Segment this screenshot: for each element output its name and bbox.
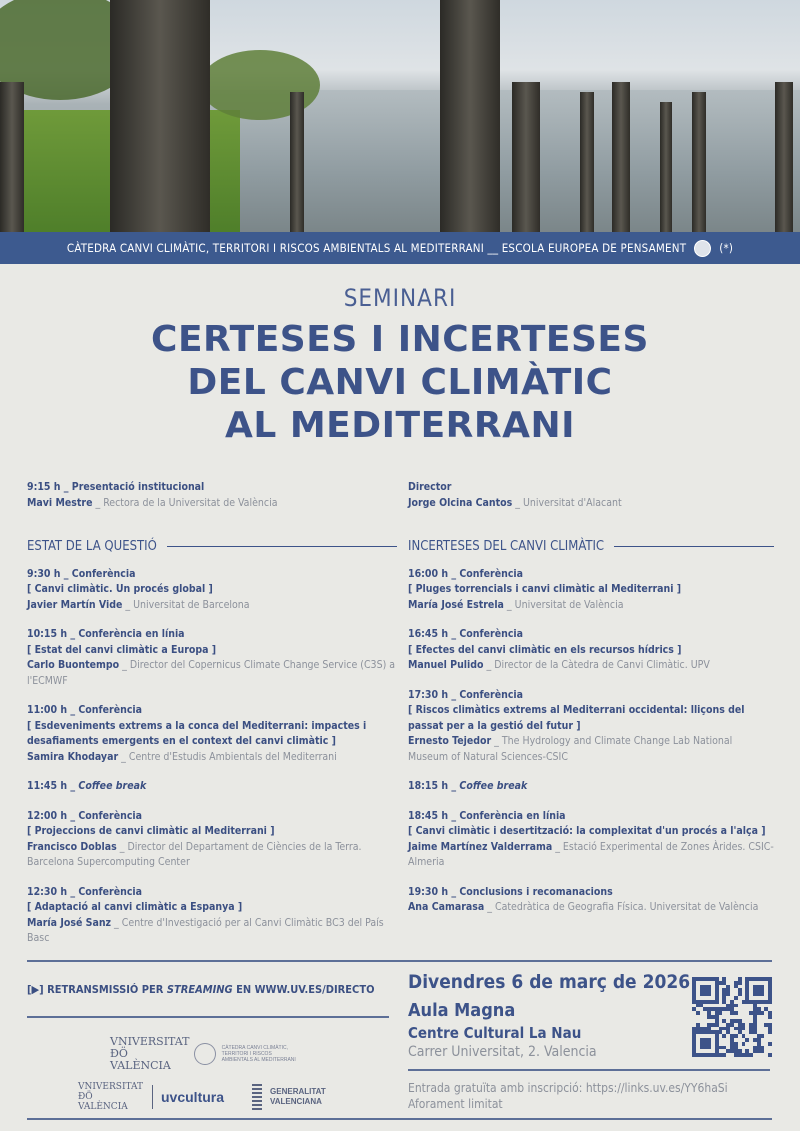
event-item: [408, 567, 774, 614]
seal-icon: [694, 240, 711, 257]
event-title: [ Estat del canvi climàtic a Europa ]: [27, 643, 217, 656]
registration-info: [408, 1080, 728, 1112]
catedra-emblem-icon: [194, 1043, 216, 1065]
play-icon: [▶]: [27, 983, 44, 996]
event-time: [408, 885, 774, 901]
event-address: Carrer Universitat, 2. Valencia: [408, 1044, 597, 1060]
divider: [614, 546, 774, 547]
event-item: [27, 885, 397, 947]
speaker-name: Javier Martín Vide: [27, 598, 123, 611]
uvcultura-logo: uvcultura: [161, 1089, 225, 1105]
event-venue: Centre Cultural La Nau: [408, 1024, 582, 1042]
event-time-text: 9:30 h _ Conferència: [27, 567, 136, 580]
intro-affiliation: _ Rectora de la Universitat de València: [92, 496, 278, 509]
event-speaker-line: [27, 840, 397, 871]
stream-url: EN WWW.UV.ES/DIRECTO: [232, 983, 375, 996]
title-line: CERTESES I INCERTESES: [151, 319, 649, 360]
gva-logo-text: GENERALITAT VALENCIANA: [270, 1087, 326, 1106]
event-item: [408, 688, 774, 766]
capacity-note: Aforament limitat: [408, 1097, 503, 1111]
event-time: [408, 567, 774, 583]
event-time: [27, 627, 397, 643]
page-title: [0, 318, 800, 447]
event-item: [408, 809, 774, 871]
event-time-text: 11:45 h _: [27, 780, 79, 792]
event-speaker-line: [408, 840, 774, 871]
uv-logo-text: VNIVERSITAT ĐÖ VALÈNCIA: [110, 1035, 190, 1072]
event-time: [27, 885, 397, 901]
title-line: DEL CANVI CLIMÀTIC: [187, 362, 613, 403]
divider: [27, 1016, 389, 1018]
event-item: [27, 627, 397, 689]
right-column: [408, 480, 774, 930]
event-speaker-line: [27, 916, 397, 947]
speaker-affiliation: _ Universitat de València: [503, 598, 624, 611]
event-time: [27, 567, 397, 583]
divider: [27, 960, 772, 962]
event-item: [408, 885, 774, 916]
event-date: Divendres 6 de març de 2026: [408, 971, 691, 993]
speaker-affiliation: _ Director de la Càtedra de Canvi Climàtic. UPV: [483, 659, 710, 671]
event-time-text: 16:00 h _ Conferència: [408, 567, 524, 580]
event-title: [ Efectes del canvi climàtic en els recursos hídrics ]: [408, 643, 682, 656]
director-name: Jorge Olcina Cantos: [408, 496, 513, 509]
divider: [167, 546, 397, 547]
event-speaker-line: [408, 734, 774, 765]
catedra-logo-text: CÀTEDRA CANVI CLIMÀTIC, TERRITORI I RISCOS AMBIENTALS AL MEDITERRANI: [221, 1045, 296, 1063]
stream-italic: STREAMING: [166, 983, 233, 996]
speaker-name: María José Estrela: [408, 598, 504, 611]
event-title: [ Riscos climàtics extrems al Mediterrani occidental: lliçons del passat per a la gestió del futur ]: [408, 704, 745, 732]
speaker-name: María José Sanz: [27, 916, 112, 929]
director-label: Director: [408, 481, 452, 493]
speaker-name: Manuel Pulido: [408, 659, 484, 671]
speaker-affiliation: _ Estació Experimental de Zones Àrides. CSIC-Almeria: [408, 840, 774, 868]
intro-block: [27, 480, 397, 511]
left-column: [27, 480, 397, 961]
event-time-text: 10:15 h _ Conferència en línia: [27, 628, 185, 640]
event-item: [27, 779, 397, 795]
event-time: [408, 627, 774, 643]
divider: [408, 1069, 770, 1071]
title-line: AL MEDITERRANI: [224, 405, 575, 446]
event-speaker-line: [408, 658, 774, 674]
section-heading: [27, 539, 397, 555]
speaker-affiliation: _ Universitat de Barcelona: [122, 598, 250, 611]
speaker-name: Jaime Martínez Valderrama: [408, 840, 553, 853]
event-list: [27, 567, 397, 947]
seminar-kicker: SEMINARI: [343, 284, 457, 312]
event-item: [27, 567, 397, 614]
event-time: [408, 809, 774, 825]
event-title: [ Esdeveniments extrems a la conca del Mediterrani: impactes i desafiaments emergents en el context del canvi climàtic ]: [27, 719, 367, 747]
event-time-text: 18:45 h _ Conferència en línia: [408, 809, 566, 822]
speaker-affiliation: _ Catedràtica de Geografia Física. Universitat de València: [484, 901, 759, 913]
event-title: [ Canvi climàtic. Un procés global ]: [27, 583, 213, 595]
speaker-affiliation: _ The Hydrology and Climate Change Lab National Museum of Natural Sciences-CSIC: [408, 735, 733, 763]
event-list: [408, 567, 774, 916]
event-item: [27, 809, 397, 871]
speaker-name: Francisco Doblas: [27, 840, 117, 853]
event-room: Aula Magna: [408, 1000, 516, 1021]
speaker-name: Ernesto Tejedor: [408, 735, 492, 747]
event-speaker-line: [27, 598, 397, 614]
event-time-text: 12:00 h _ Conferència: [27, 809, 143, 822]
banner-mark: (*): [719, 241, 734, 255]
event-title: [ Pluges torrencials i canvi climàtic al Mediterrani ]: [408, 583, 682, 595]
registration-link[interactable]: Entrada gratuïta amb inscripció: https://links.uv.es/YY6haSi: [408, 1081, 728, 1095]
header-photo: [0, 0, 800, 232]
event-title: [ Canvi climàtic i desertització: la complexitat d'un procés a l'alça ]: [408, 825, 766, 837]
intro-speaker: Mavi Mestre: [27, 496, 93, 509]
event-speaker-line: [27, 750, 397, 766]
sponsor-logos: [78, 1082, 330, 1112]
uv-catedra-logo: [110, 1036, 300, 1072]
divider: [27, 1118, 772, 1120]
event-time: [27, 779, 397, 795]
chair-banner: [0, 232, 800, 264]
event-break-label: Coffee break: [459, 780, 528, 792]
qr-code[interactable]: [692, 977, 772, 1057]
event-item: [27, 703, 397, 765]
event-item: [408, 779, 774, 795]
section-title: ESTAT DE LA QUESTIÓ: [27, 539, 157, 554]
event-speaker-line: [408, 598, 774, 614]
event-time: [27, 703, 397, 719]
event-title: [ Projeccions de canvi climàtic al Mediterrani ]: [27, 825, 275, 837]
event-time-text: 19:30 h _ Conclusions i recomanacions: [408, 885, 613, 898]
event-time-text: 16:45 h _ Conferència: [408, 628, 524, 640]
uv-logo-text: VNIVERSITAT ĐÖ VALÈNCIA: [78, 1082, 144, 1112]
intro-time: 9:15 h _ Presentació institucional: [27, 481, 205, 493]
stream-text: RETRANSMISSIÓ PER: [43, 983, 167, 996]
event-speaker-line: [408, 900, 774, 916]
event-time-text: 18:15 h _: [408, 780, 460, 792]
director-block: [408, 480, 774, 511]
event-title: [ Adaptació al canvi climàtic a Espanya ]: [27, 901, 243, 913]
event-time: [27, 809, 397, 825]
speaker-affiliation: _ Centre d'Investigació per al Canvi Climàtic BC3 del País Basc: [27, 916, 384, 944]
streaming-link[interactable]: [27, 983, 374, 996]
event-time-text: 11:00 h _ Conferència: [27, 704, 143, 716]
speaker-name: Samira Khodayar: [27, 750, 119, 763]
director-affiliation: _ Universitat d'Alacant: [512, 496, 622, 509]
section-heading: [408, 539, 774, 555]
event-time: [408, 688, 774, 704]
event-speaker-line: [27, 658, 397, 689]
speaker-affiliation: _ Director del Copernicus Climate Change Service (C3S) a l'ECMWF: [27, 659, 396, 687]
event-time-text: 12:30 h _ Conferència: [27, 885, 143, 898]
gva-emblem-icon: [252, 1084, 262, 1110]
event-break-label: Coffee break: [78, 780, 147, 792]
speaker-affiliation: _ Director del Departament de Ciències de la Terra. Barcelona Supercomputing Center: [27, 840, 362, 868]
speaker-affiliation: _ Centre d'Estudis Ambientals del Mediterrani: [118, 750, 337, 763]
speaker-name: Ana Camarasa: [408, 901, 485, 913]
event-time-text: 17:30 h _ Conferència: [408, 688, 524, 701]
banner-text: CÀTEDRA CANVI CLIMÀTIC, TERRITORI I RISCOS AMBIENTALS AL MEDITERRANI __ ESCOLA EUROPEA DE PENSAMENT: [66, 241, 687, 255]
event-time: [408, 779, 774, 795]
event-item: [408, 627, 774, 674]
section-title: INCERTESES DEL CANVI CLIMÀTIC: [408, 539, 605, 554]
speaker-name: Carlo Buontempo: [27, 659, 120, 671]
